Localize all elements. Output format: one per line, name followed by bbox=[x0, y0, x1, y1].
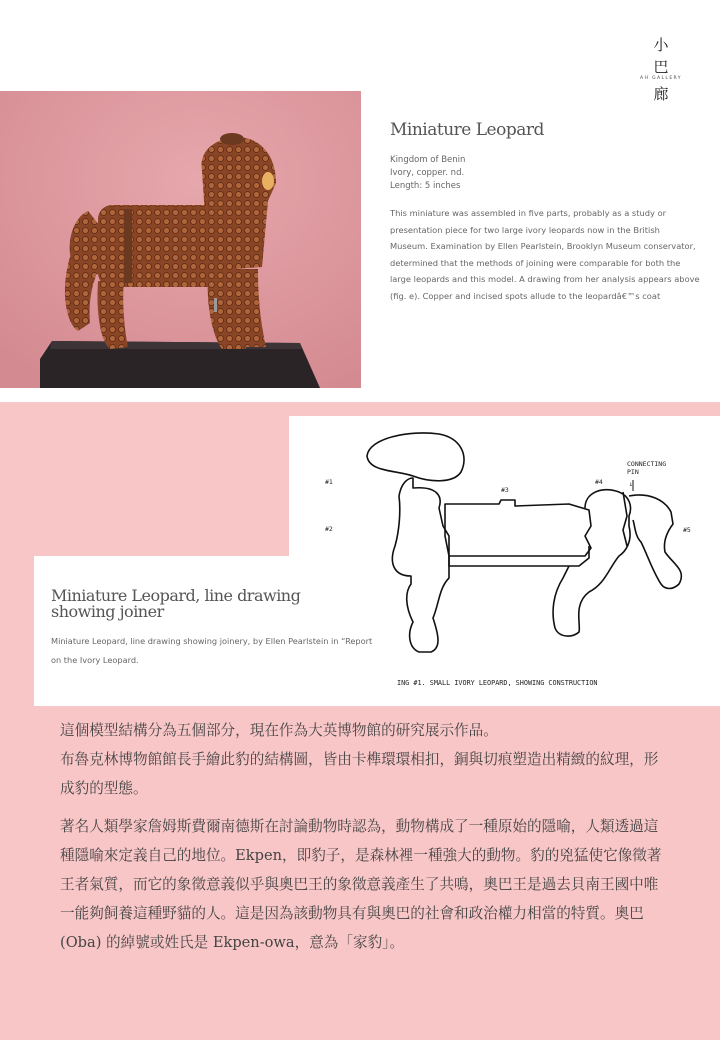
second-item-caption: Miniature Leopard, line drawing showing joinery, by Ellen Pearlstein in “Report on the Ivory Leopard. bbox=[51, 636, 373, 665]
drawing-caption-card bbox=[34, 556, 373, 706]
logo-char-3: 廊 bbox=[653, 85, 669, 103]
gallery-logo bbox=[636, 34, 686, 105]
label-part-3: #3 bbox=[501, 486, 509, 494]
second-item-title bbox=[51, 588, 351, 620]
pin-arrow-icon: ↓ bbox=[629, 480, 633, 488]
second-item-title-line2: showing joiner bbox=[51, 602, 164, 621]
label-pin: PIN bbox=[627, 468, 639, 476]
top-item-description: This miniature was assembled in five parts, probably as a study or presentation piece for two large ivory leopards now in the British Museum. Examination by Ellen Pearlstein, Brooklyn Museum conservator, determined that the methods of joining were comparable for both the large leopards and this model. A drawing from her analysis appears above (fig. e). Copper and incised spots allude to the leopardâ€™s coat bbox=[390, 208, 700, 301]
label-part-2: #2 bbox=[325, 525, 333, 533]
logo-gallery-text: AH GALLERY bbox=[640, 76, 682, 81]
top-item-meta bbox=[390, 154, 700, 193]
top-item-title: Miniature Leopard bbox=[390, 120, 544, 140]
second-item-title-line1: Miniature Leopard, line drawing bbox=[51, 586, 301, 605]
label-part-1: #1 bbox=[325, 478, 333, 486]
paragraph-2: 著名人類學家詹姆斯費爾南德斯在討論動物時認為，動物構成了一種原始的隱喻，人類透過這種隱喻來定義自己的地位。Ekpen，即豹子，是森林裡一種強大的動物。豹的兇猛使它像徵著王者氣質，而它的象徵意義似乎與奧巴王的象徵意義產生了共鳴，奧巴王是過去貝南王國中唯一能夠飼養這種野貓的人。這是因為該動物具有與奧巴的社會和政治權力相當的特質。奧巴 (Oba) 的綽號或姓氏是 Ekpen-owa，意為「家豹」。 bbox=[60, 818, 662, 951]
leopard-photo bbox=[0, 91, 361, 388]
top-item-info bbox=[390, 120, 700, 304]
label-connecting: CONNECTING bbox=[627, 460, 667, 468]
leopard-figure bbox=[0, 91, 361, 388]
meta-origin: Kingdom of Benin bbox=[390, 155, 466, 165]
meta-material: Ivory, copper. nd. bbox=[390, 168, 465, 178]
drawing-caption: ING #1. SMALL IVORY LEOPARD, SHOWING CONSTRUCTION bbox=[397, 679, 598, 687]
label-part-4: #4 bbox=[595, 478, 603, 486]
label-part-5: #5 bbox=[683, 526, 691, 534]
logo-char-1: 小 bbox=[653, 36, 669, 54]
logo-char-2: 巴 bbox=[653, 58, 669, 76]
paragraph-1-line2: 布魯克林博物館館長手繪此豹的結構圖，皆由卡榫環環相扣，銅與切痕塑造出精緻的紋理，形成豹的型態。 bbox=[60, 751, 659, 797]
meta-length: Length: 5 inches bbox=[390, 181, 461, 191]
paragraph-1-line1: 這個模型結構分為五個部分，現在作為大英博物館的研究展示作品。 bbox=[60, 722, 498, 739]
article-body bbox=[60, 716, 670, 957]
